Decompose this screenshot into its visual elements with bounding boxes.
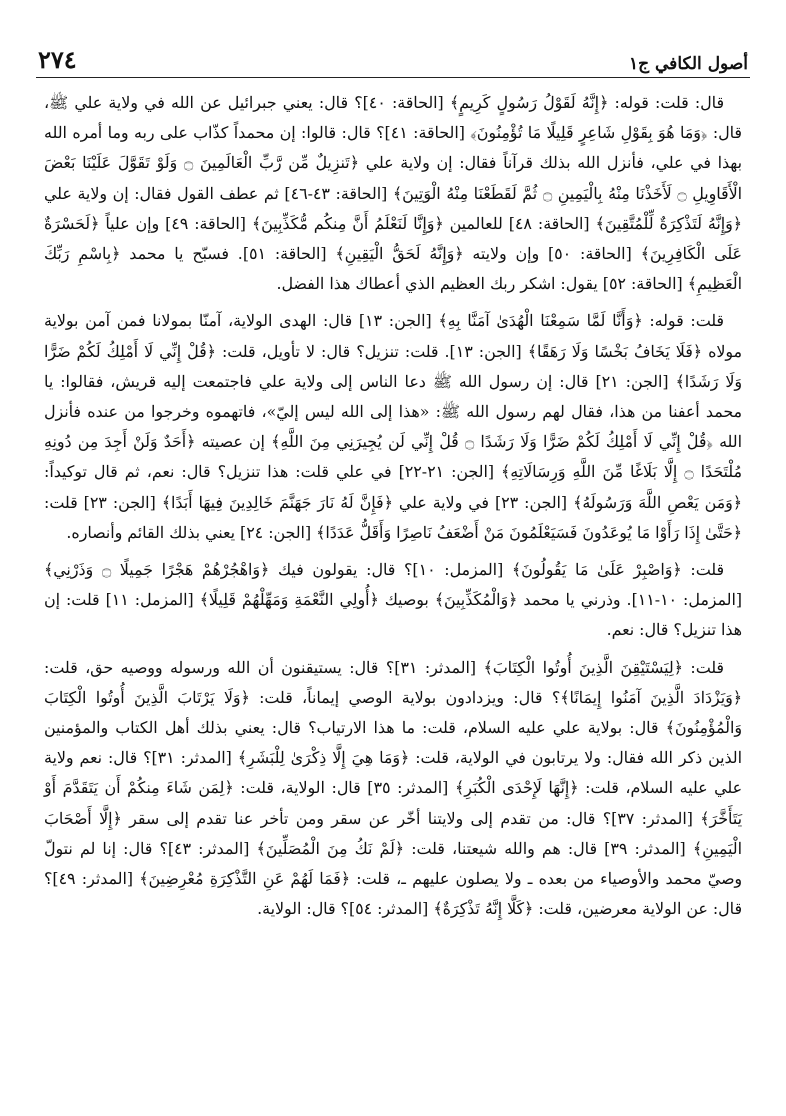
header-divider — [36, 77, 750, 78]
page-header — [38, 34, 748, 74]
page-number: ٢٧٤ — [38, 45, 77, 74]
paragraph: قلت: قوله: ﴿وَأَنَّا لَمَّا سَمِعْنَا الْهُدَىٰ آمَنَّا بِهِ﴾ [الجن: ١٣] قال: الهدى الولاية، آمنّا بمولانا فمن آمن بولاية مولاه ﴿فَلَا يَخَافُ بَخْسًا وَلَا رَهَقًا﴾ [الجن: ١٣]. قلت: تنزيل؟ قال: لا تأويل، قلت: ﴿قُلْ إِنِّي لَا أَمْلِكُ لَكُمْ ضَرًّا وَلَا رَشَدًا﴾ [الجن: ٢١] قال: إن رسول الله ﷺ دعا الناس إلى ولاية علي فاجتمعت إليه قريش، فقالوا: يا محمد أعفنا من هذا، فقال لهم رسول الله ﷺ: «هذا إلى الله ليس إليّ»، فاتهموه وخرجوا من عنده فأنزل الله ﴿قُلْ إِنِّي لَا أَمْلِكُ لَكُمْ ضَرًّا وَلَا رَشَدًا ۝ قُلْ إِنِّي لَن يُجِيرَنِي مِنَ اللَّهِ﴾ إن عصيته ﴿أَحَدٌ وَلَنْ أَجِدَ مِن دُونِهِ مُلْتَحَدًا ۝ إِلَّا بَلَاغًا مِّنَ اللَّهِ وَرِسَالَاتِهِ﴾ [الجن: ٢١-٢٢] في علي قلت: هذا تنزيل؟ قال: نعم، ثم قال توكيداً: ﴿وَمَن يَعْصِ اللَّهَ وَرَسُولَهُ﴾ [الجن: ٢٣] في ولاية علي ﴿فَإِنَّ لَهُ نَارَ جَهَنَّمَ خَالِدِينَ فِيهَا أَبَدًا﴾ [الجن: ٢٣] قلت: ﴿حَتَّىٰ إِذَا رَأَوْا مَا يُوعَدُونَ فَسَيَعْلَمُونَ مَنْ أَضْعَفُ نَاصِرًا وَأَقَلُّ عَدَدًا﴾ [الجن: ٢٤] يعني بذلك القائم وأنصاره. — [44, 311, 742, 542]
paragraph: قال: قلت: قوله: ﴿إِنَّهُ لَقَوْلُ رَسُولٍ كَرِيمٍ﴾ [الحاقة: ٤٠]؟ قال: يعني جبرائيل عن الله في ولاية علي ﷺ، قال: ﴿وَمَا هُوَ بِقَوْلِ شَاعِرٍ قَلِيلًا مَا تُؤْمِنُونَ﴾ [الحاقة: ٤١]؟ قال: قالوا: إن محمداً كذّاب على ربه وما أمره الله بهذا في علي، فأنزل الله بذلك قرآناً فقال: إن ولاية علي ﴿تَنزِيلٌ مِّن رَّبِّ الْعَالَمِينَ ۝ وَلَوْ تَقَوَّلَ عَلَيْنَا بَعْضَ الْأَقَاوِيلِ ۝ لَأَخَذْنَا مِنْهُ بِالْيَمِينِ ۝ ثُمَّ لَقَطَعْنَا مِنْهُ الْوَتِينَ﴾ [الحاقة: ٤٣-٤٦] ثم عطف القول فقال: إن ولاية علي ﴿وَإِنَّهُ لَتَذْكِرَةٌ لِّلْمُتَّقِينَ﴾ [الحاقة: ٤٨] للعالمين ﴿وَإِنَّا لَنَعْلَمُ أَنَّ مِنكُم مُّكَذِّبِينَ﴾ [الحاقة: ٤٩] وإن علياً ﴿لَحَسْرَةٌ عَلَى الْكَافِرِينَ﴾ [الحاقة: ٥٠] وإن ولايته ﴿وَإِنَّهُ لَحَقُّ الْيَقِينِ﴾ [الحاقة: ٥١]. فسبّح يا محمد ﴿بِاسْمِ رَبِّكَ الْعَظِيمِ﴾ [الحاقة: ٥٢] يقول: اشكر ربك العظيم الذي أعطاك هذا الفضل. — [44, 93, 743, 294]
page-body — [44, 88, 742, 1102]
paragraph: قلت: ﴿لِيَسْتَيْقِنَ الَّذِينَ أُوتُوا الْكِتَابَ﴾ [المدثر: ٣١]؟ قال: يستيقنون أن الله ورسوله ووصيه حق، قلت: ﴿وَيَزْدَادَ الَّذِينَ آمَنُوا إِيمَانًا﴾؟ قال: ويزدادون بولاية الوصي إيماناً، قلت: ﴿وَلَا يَرْتَابَ الَّذِينَ أُوتُوا الْكِتَابَ وَالْمُؤْمِنُونَ﴾ قال: بولاية علي عليه السلام، قلت: ما هذا الارتياب؟ قال: يعني بذلك أهل الكتاب والمؤمنين الذين ذكر الله فقال: ولا يرتابون في الولاية، قلت: ﴿وَمَا هِيَ إِلَّا ذِكْرَىٰ لِلْبَشَرِ﴾ [المدثر: ٣١]؟ قال: نعم ولاية علي عليه السلام، قلت: ﴿إِنَّهَا لَإِحْدَى الْكُبَرِ﴾ [المدثر: ٣٥] قال: الولاية، قلت: ﴿لِمَن شَاءَ مِنكُمْ أَن يَتَقَدَّمَ أَوْ يَتَأَخَّرَ﴾ [المدثر: ٣٧]؟ قال: من تقدم إلى ولايتنا أخّر عن سقر ومن تأخر عنا تقدم إلى سقر ﴿إِلَّا أَصْحَابَ الْيَمِينِ﴾ [المدثر: ٣٩] قال: هم والله شيعتنا، قلت: ﴿لَمْ نَكُ مِنَ الْمُصَلِّينَ﴾ [المدثر: ٤٣]؟ قال: إنا لم نتولّ وصيّ محمد والأوصياء من بعده ـ ولا يصلون عليهم ـ، قلت: ﴿فَمَا لَهُمْ عَنِ التَّذْكِرَةِ مُعْرِضِينَ﴾ [المدثر: ٤٩]؟ قال: عن الولاية معرضين، قلت: ﴿كَلَّا إِنَّهُ تَذْكِرَةٌ﴾ [المدثر: ٥٤]؟ قال: الولاية. — [44, 657, 743, 919]
paragraph: قلت: ﴿وَاصْبِرْ عَلَىٰ مَا يَقُولُونَ﴾ [المزمل: ١٠]؟ قال: يقولون فيك ﴿وَاهْجُرْهُمْ هَجْرًا جَمِيلًا ۝ وَذَرْنِي﴾ [المزمل: ١٠-١١]. وذرني يا محمد ﴿وَالْمُكَذِّبِينَ﴾ بوصيك ﴿أُولِي النَّعْمَةِ وَمَهِّلْهُمْ قَلِيلًا﴾ [المزمل: ١١] قلت: إن هذا تنزيل؟ قال: نعم. — [44, 560, 742, 640]
book-title: أصول الكافي ج١ — [628, 54, 748, 74]
